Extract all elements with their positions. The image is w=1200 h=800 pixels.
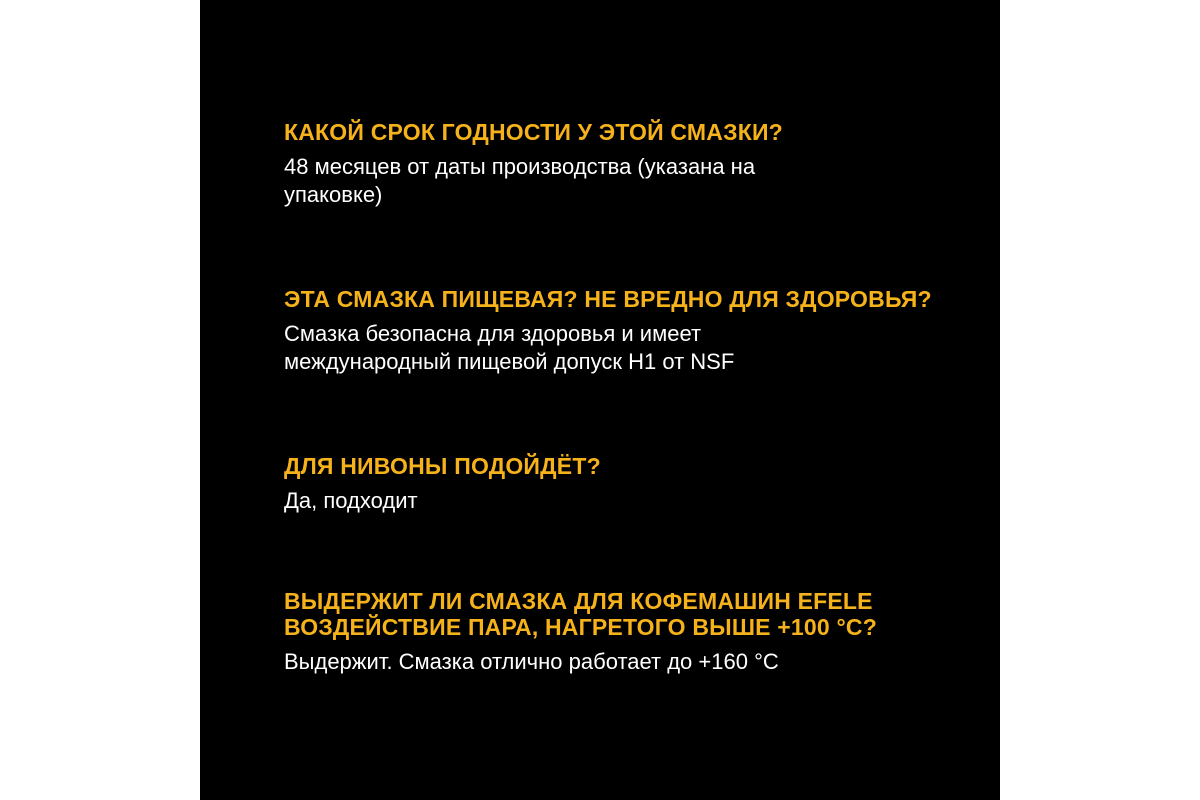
faq-item	[284, 119, 944, 209]
faq-question: ЭТА СМАЗКА ПИЩЕВАЯ? НЕ ВРЕДНО ДЛЯ ЗДОРОВЬЯ?	[284, 286, 932, 312]
faq-item	[284, 588, 944, 676]
faq-answer: Да, подходит	[284, 488, 418, 513]
faq-answer: Выдержит. Смазка отлично работает до +160 °C	[284, 649, 779, 674]
faq-question: КАКОЙ СРОК ГОДНОСТИ У ЭТОЙ СМАЗКИ?	[284, 119, 783, 145]
faq-card	[200, 0, 1000, 800]
faq-question: ДЛЯ НИВОНЫ ПОДОЙДЁТ?	[284, 453, 601, 479]
faq-answer: 48 месяцев от даты производства (указана на упаковке)	[284, 154, 756, 207]
faq-question: ВЫДЕРЖИТ ЛИ СМАЗКА ДЛЯ КОФЕМАШИН EFELE ВОЗДЕЙСТВИЕ ПАРА, НАГРЕТОГО ВЫШЕ +100 °C?	[284, 588, 877, 640]
faq-answer: Смазка безопасна для здоровья и имеет международный пищевой допуск H1 от NSF	[284, 321, 735, 374]
faq-item	[284, 286, 944, 376]
faq-item	[284, 453, 944, 515]
